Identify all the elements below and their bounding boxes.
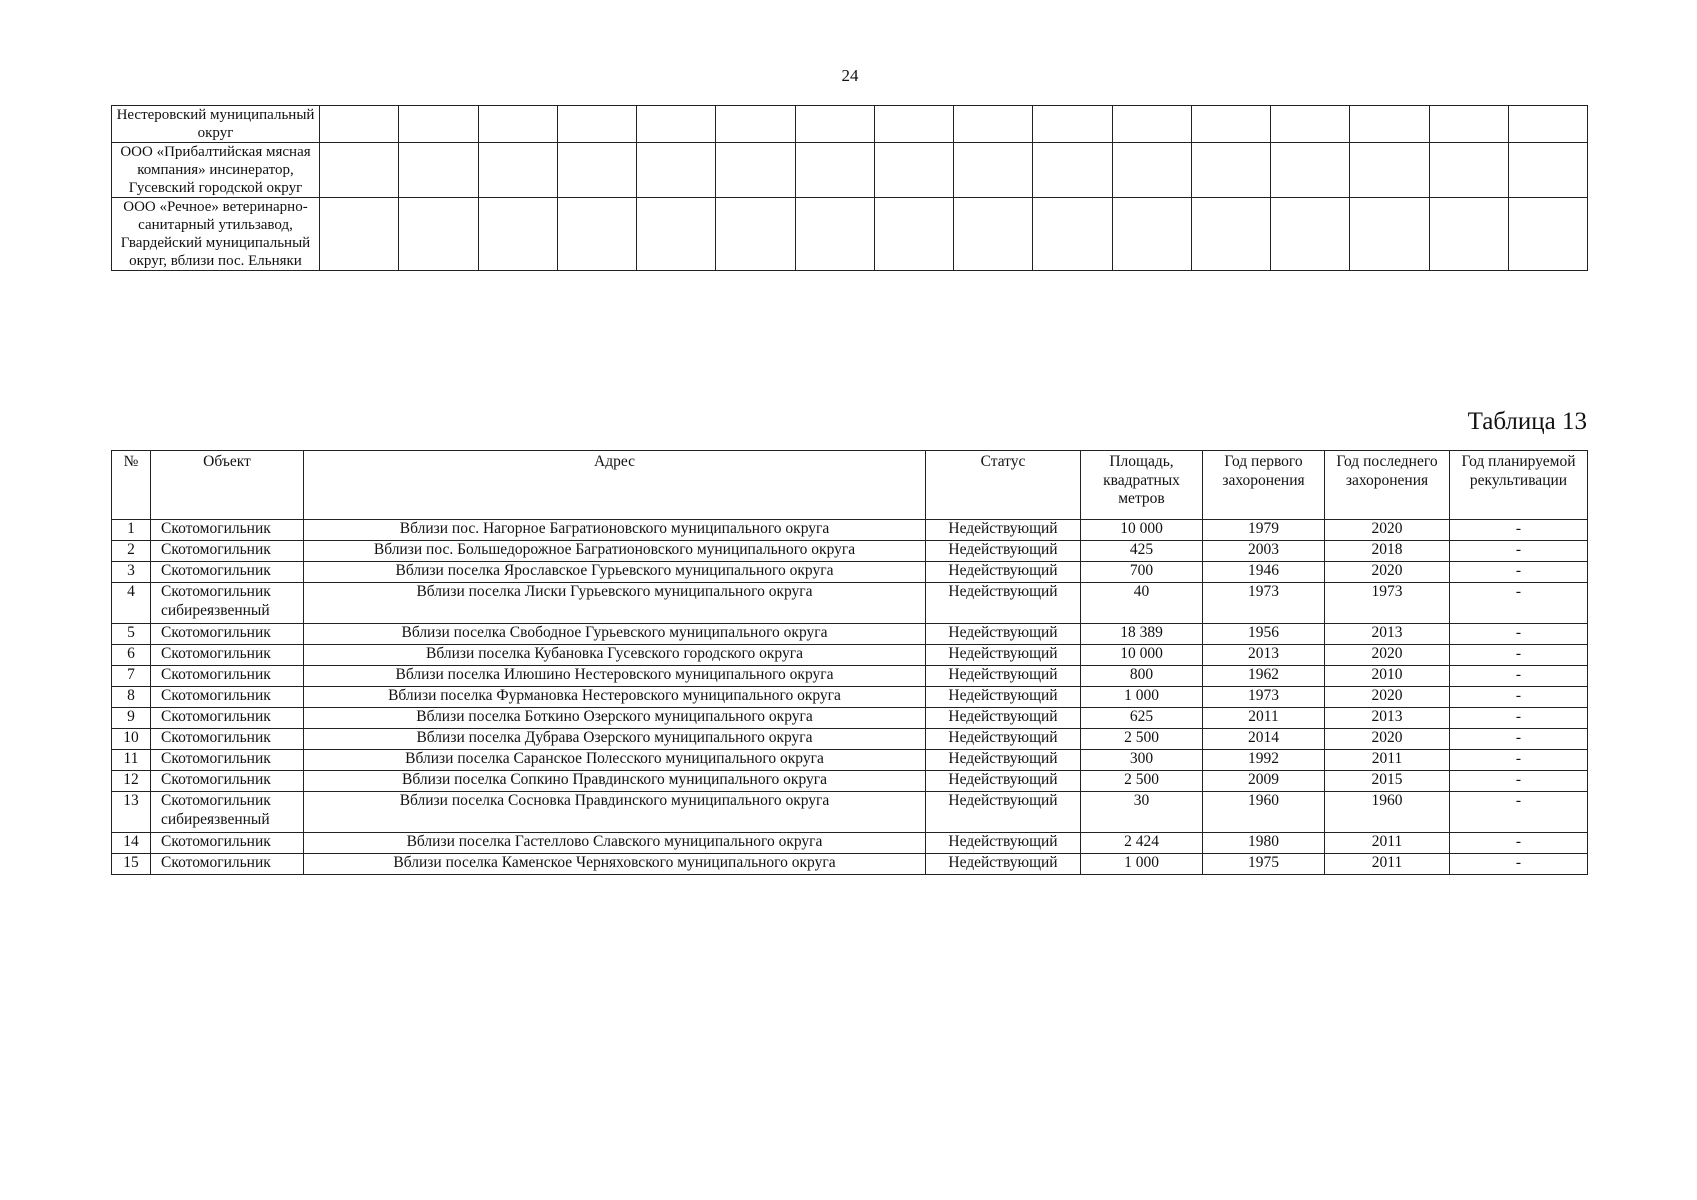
status-cell: Недействующий [926,645,1081,666]
last-burial-year-cell: 2020 [1325,687,1450,708]
empty-cell [1350,106,1429,143]
empty-cell [637,143,716,198]
empty-cell [1271,198,1350,271]
burial-sites-table-body [112,520,1588,875]
last-burial-year-cell: 2020 [1325,562,1450,583]
area-cell: 10 000 [1081,645,1203,666]
address-cell: Вблизи поселка Свободное Гурьевского муниципального округа [304,624,926,645]
header-first-burial-year: Год первого захоронения [1203,451,1325,520]
empty-cell [874,143,953,198]
first-burial-year-cell: 2009 [1203,771,1325,792]
organization-name-cell: Нестеровский муниципальный округ [112,106,320,143]
row-number-cell: 6 [112,645,151,666]
table-row [112,666,1588,687]
row-number-cell: 4 [112,583,151,624]
address-cell: Вблизи пос. Большедорожное Багратионовского муниципального округа [304,541,926,562]
last-burial-year-cell: 2013 [1325,624,1450,645]
table-caption: Таблица 13 [1467,408,1587,435]
row-number-cell: 8 [112,687,151,708]
object-cell: Скотомогильник сибиреязвенный [151,792,304,833]
table-header-row [112,451,1588,520]
table-row [112,708,1588,729]
empty-cell [478,106,557,143]
object-cell: Скотомогильник [151,666,304,687]
address-cell: Вблизи поселка Илюшино Нестеровского муниципального округа [304,666,926,687]
first-burial-year-cell: 1973 [1203,687,1325,708]
empty-cell [1033,198,1112,271]
empty-cell [795,106,874,143]
empty-cell [399,143,478,198]
table-row [112,750,1588,771]
empty-cell [1350,198,1429,271]
area-cell: 1 000 [1081,687,1203,708]
empty-cell [1508,143,1587,198]
empty-cell [874,106,953,143]
row-number-cell: 11 [112,750,151,771]
continued-table-row [112,198,1588,271]
header-last-burial-year: Год последнего захоронения [1325,451,1450,520]
row-number-cell: 7 [112,666,151,687]
area-cell: 1 000 [1081,854,1203,875]
address-cell: Вблизи поселка Сосновка Правдинского муниципального округа [304,792,926,833]
first-burial-year-cell: 1962 [1203,666,1325,687]
object-cell: Скотомогильник [151,729,304,750]
continued-table-row [112,143,1588,198]
empty-cell [478,143,557,198]
address-cell: Вблизи поселка Каменское Черняховского муниципального округа [304,854,926,875]
last-burial-year-cell: 2015 [1325,771,1450,792]
header-reclamation-year: Год планируемой рекультивации [1450,451,1588,520]
address-cell: Вблизи поселка Лиски Гурьевского муниципального округа [304,583,926,624]
table-row [112,624,1588,645]
object-cell: Скотомогильник [151,541,304,562]
empty-cell [1350,143,1429,198]
reclamation-year-cell: - [1450,854,1588,875]
last-burial-year-cell: 2013 [1325,708,1450,729]
empty-cell [557,143,636,198]
reclamation-year-cell: - [1450,771,1588,792]
last-burial-year-cell: 2011 [1325,833,1450,854]
first-burial-year-cell: 1946 [1203,562,1325,583]
address-cell: Вблизи поселка Сопкино Правдинского муниципального округа [304,771,926,792]
last-burial-year-cell: 2011 [1325,750,1450,771]
empty-cell [637,106,716,143]
row-number-cell: 15 [112,854,151,875]
table-row [112,562,1588,583]
address-cell: Вблизи поселка Боткино Озерского муниципального округа [304,708,926,729]
last-burial-year-cell: 1973 [1325,583,1450,624]
empty-cell [1191,143,1270,198]
empty-cell [399,106,478,143]
table-row [112,520,1588,541]
empty-cell [1508,106,1587,143]
table-row [112,833,1588,854]
first-burial-year-cell: 2013 [1203,645,1325,666]
status-cell: Недействующий [926,750,1081,771]
object-cell: Скотомогильник [151,645,304,666]
status-cell: Недействующий [926,541,1081,562]
last-burial-year-cell: 2011 [1325,854,1450,875]
empty-cell [1429,106,1508,143]
address-cell: Вблизи поселка Гастеллово Славского муниципального округа [304,833,926,854]
table-row [112,583,1588,624]
empty-cell [1271,106,1350,143]
first-burial-year-cell: 1960 [1203,792,1325,833]
table-row [112,645,1588,666]
empty-cell [954,198,1033,271]
empty-cell [399,198,478,271]
area-cell: 800 [1081,666,1203,687]
table-row [112,792,1588,833]
status-cell: Недействующий [926,854,1081,875]
reclamation-year-cell: - [1450,541,1588,562]
empty-cell [1033,143,1112,198]
empty-cell [1429,198,1508,271]
table-row [112,854,1588,875]
empty-cell [716,143,795,198]
object-cell: Скотомогильник сибиреязвенный [151,583,304,624]
area-cell: 30 [1081,792,1203,833]
last-burial-year-cell: 2020 [1325,729,1450,750]
reclamation-year-cell: - [1450,645,1588,666]
first-burial-year-cell: 1956 [1203,624,1325,645]
empty-cell [637,198,716,271]
first-burial-year-cell: 1973 [1203,583,1325,624]
empty-cell [1112,198,1191,271]
status-cell: Недействующий [926,583,1081,624]
first-burial-year-cell: 1992 [1203,750,1325,771]
row-number-cell: 2 [112,541,151,562]
last-burial-year-cell: 2010 [1325,666,1450,687]
area-cell: 40 [1081,583,1203,624]
status-cell: Недействующий [926,833,1081,854]
status-cell: Недействующий [926,666,1081,687]
table-row [112,729,1588,750]
row-number-cell: 13 [112,792,151,833]
area-cell: 2 500 [1081,771,1203,792]
area-cell: 625 [1081,708,1203,729]
empty-cell [716,198,795,271]
table-row [112,771,1588,792]
status-cell: Недействующий [926,708,1081,729]
object-cell: Скотомогильник [151,771,304,792]
empty-cell [795,198,874,271]
empty-cell [1112,143,1191,198]
first-burial-year-cell: 2014 [1203,729,1325,750]
empty-cell [954,143,1033,198]
header-address: Адрес [304,451,926,520]
empty-cell [557,106,636,143]
object-cell: Скотомогильник [151,833,304,854]
status-cell: Недействующий [926,624,1081,645]
empty-cell [1112,106,1191,143]
empty-cell [320,198,399,271]
object-cell: Скотомогильник [151,750,304,771]
organization-name-cell: ООО «Прибалтийская мясная компания» инсинератор, Гусевский городской округ [112,143,320,198]
status-cell: Недействующий [926,562,1081,583]
status-cell: Недействующий [926,771,1081,792]
status-cell: Недействующий [926,729,1081,750]
empty-cell [954,106,1033,143]
area-cell: 2 500 [1081,729,1203,750]
row-number-cell: 12 [112,771,151,792]
continued-table-row [112,106,1588,143]
table-row [112,541,1588,562]
empty-cell [1429,143,1508,198]
row-number-cell: 3 [112,562,151,583]
header-number: № [112,451,151,520]
burial-sites-table [111,450,1588,875]
page-number: 24 [841,66,859,85]
last-burial-year-cell: 2020 [1325,645,1450,666]
last-burial-year-cell: 1960 [1325,792,1450,833]
status-cell: Недействующий [926,792,1081,833]
header-object: Объект [151,451,304,520]
address-cell: Вблизи поселка Кубановка Гусевского городского округа [304,645,926,666]
area-cell: 2 424 [1081,833,1203,854]
first-burial-year-cell: 1980 [1203,833,1325,854]
first-burial-year-cell: 1979 [1203,520,1325,541]
reclamation-year-cell: - [1450,750,1588,771]
row-number-cell: 10 [112,729,151,750]
header-status: Статус [926,451,1081,520]
row-number-cell: 1 [112,520,151,541]
row-number-cell: 5 [112,624,151,645]
area-cell: 425 [1081,541,1203,562]
first-burial-year-cell: 2003 [1203,541,1325,562]
empty-cell [1191,198,1270,271]
area-cell: 700 [1081,562,1203,583]
object-cell: Скотомогильник [151,624,304,645]
empty-cell [320,143,399,198]
status-cell: Недействующий [926,520,1081,541]
address-cell: Вблизи поселка Дубрава Озерского муниципального округа [304,729,926,750]
empty-cell [478,198,557,271]
empty-cell [1271,143,1350,198]
row-number-cell: 9 [112,708,151,729]
empty-cell [716,106,795,143]
reclamation-year-cell: - [1450,792,1588,833]
address-cell: Вблизи поселка Фурмановка Нестеровского муниципального округа [304,687,926,708]
empty-cell [1033,106,1112,143]
reclamation-year-cell: - [1450,520,1588,541]
empty-cell [795,143,874,198]
status-cell: Недействующий [926,687,1081,708]
object-cell: Скотомогильник [151,687,304,708]
address-cell: Вблизи поселка Саранское Полесского муниципального округа [304,750,926,771]
area-cell: 18 389 [1081,624,1203,645]
reclamation-year-cell: - [1450,708,1588,729]
object-cell: Скотомогильник [151,854,304,875]
continued-table-body [112,106,1588,271]
empty-cell [557,198,636,271]
reclamation-year-cell: - [1450,833,1588,854]
reclamation-year-cell: - [1450,624,1588,645]
object-cell: Скотомогильник [151,708,304,729]
first-burial-year-cell: 1975 [1203,854,1325,875]
object-cell: Скотомогильник [151,562,304,583]
reclamation-year-cell: - [1450,562,1588,583]
address-cell: Вблизи пос. Нагорное Багратионовского муниципального округа [304,520,926,541]
object-cell: Скотомогильник [151,520,304,541]
empty-cell [874,198,953,271]
reclamation-year-cell: - [1450,729,1588,750]
header-area: Площадь, квадратных метров [1081,451,1203,520]
reclamation-year-cell: - [1450,687,1588,708]
empty-cell [1508,198,1587,271]
area-cell: 300 [1081,750,1203,771]
reclamation-year-cell: - [1450,583,1588,624]
last-burial-year-cell: 2018 [1325,541,1450,562]
area-cell: 10 000 [1081,520,1203,541]
reclamation-year-cell: - [1450,666,1588,687]
first-burial-year-cell: 2011 [1203,708,1325,729]
empty-cell [320,106,399,143]
table-row [112,687,1588,708]
address-cell: Вблизи поселка Ярославское Гурьевского муниципального округа [304,562,926,583]
organization-name-cell: ООО «Речное» ветеринарно-санитарный утильзавод, Гвардейский муниципальный округ, вблизи пос. Ельняки [112,198,320,271]
continued-table [111,105,1588,271]
row-number-cell: 14 [112,833,151,854]
last-burial-year-cell: 2020 [1325,520,1450,541]
empty-cell [1191,106,1270,143]
